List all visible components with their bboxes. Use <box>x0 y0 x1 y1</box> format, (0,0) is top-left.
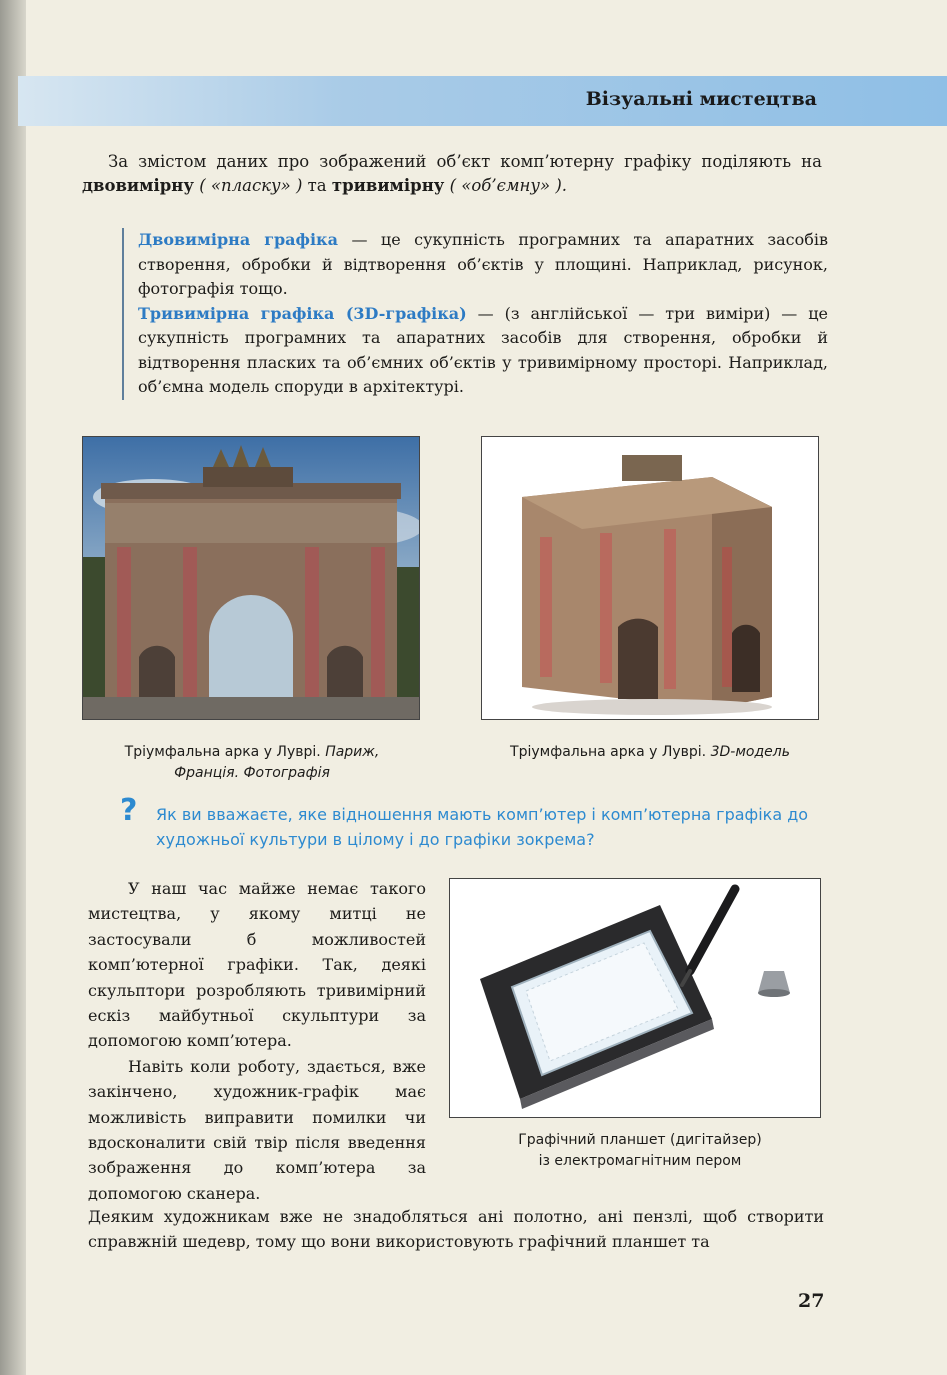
arch-photo-image <box>83 437 419 719</box>
arch-3d-model-image <box>482 437 818 719</box>
body-paragraph-2: Навіть коли роботу, здається, вже закінчено, художник-графік має можливість виправити помилки чи вдосконалити свій твір після введення зображення до комп’ютера за допомогою сканера. <box>88 1056 426 1203</box>
body-paragraph-1: У наш час майже немає такого мистецтва, у якому митці не застосували б можливостей комп’ютерної графіки. Так, деякі скульптори розробляють тривимірний ескіз майбутньої скульптури за допомогою комп’ютера. <box>88 879 426 1051</box>
term-3d: тривимірну <box>331 176 445 195</box>
term-2d: двовимірну <box>82 176 194 195</box>
arch-photo-caption: Тріумфальна арка у Луврі. Париж, Франція. Фотографія <box>124 744 380 781</box>
definition-3d: Тривимірна графіка (3D-графіка) — (з англійської — три виміри) — це сукупність програмних та апаратних засобів для створення, обробки й відтворення пласких та об’ємних об’єктів у тривимірному просторі. Наприклад, об’ємна модель споруди в архітектурі. <box>138 303 828 396</box>
graphics-tablet-caption: Графічний планшет (дигітайзер) із електромагнітним пером <box>518 1132 762 1169</box>
definition-term-3d: Тривимірна графіка (3D-графіка) <box>138 303 467 323</box>
question-text: Як ви вважаєте, яке відношення мають комп’ютер і комп’ютерна графіка до художньої культури в цілому і до графіки зокрема? <box>156 805 809 849</box>
graphics-tablet-image <box>450 879 820 1117</box>
arch-3d-model <box>481 436 819 720</box>
intro-paragraph: За змістом даних про зображений об’єкт комп’ютерну графіку поділяють на двовимірну ( «пласку» ) та тривимірну ( «об’ємну» ). <box>82 152 822 195</box>
section-title: Візуальні мистецтва <box>585 88 817 110</box>
page-edge-shadow <box>0 0 26 1375</box>
graphics-tablet-photo <box>449 878 821 1118</box>
definition-2d: Двовимірна графіка — це сукупність програмних та апаратних засобів створення, обробки й відтворення об’єктів у площині. Наприклад, рисунок, фотографія тощо. <box>138 230 828 298</box>
body-left-column <box>88 876 426 1206</box>
arch-photo <box>82 436 420 720</box>
definition-term-2d: Двовимірна графіка <box>138 230 338 249</box>
body-paragraph-3: Деяким художникам вже не знадобляться ані полотно, ані пензлі, щоб створити справжній шедевр, тому що вони використовують графічний планшет та <box>88 1207 824 1252</box>
question-mark-icon: ? <box>120 793 138 828</box>
page-number: 27 <box>798 1290 825 1312</box>
discussion-question <box>120 793 840 852</box>
arch-3d-model-caption: Тріумфальна арка у Луврі. 3D-модель <box>510 744 790 760</box>
definitions-box <box>122 228 828 400</box>
section-header <box>18 76 947 126</box>
